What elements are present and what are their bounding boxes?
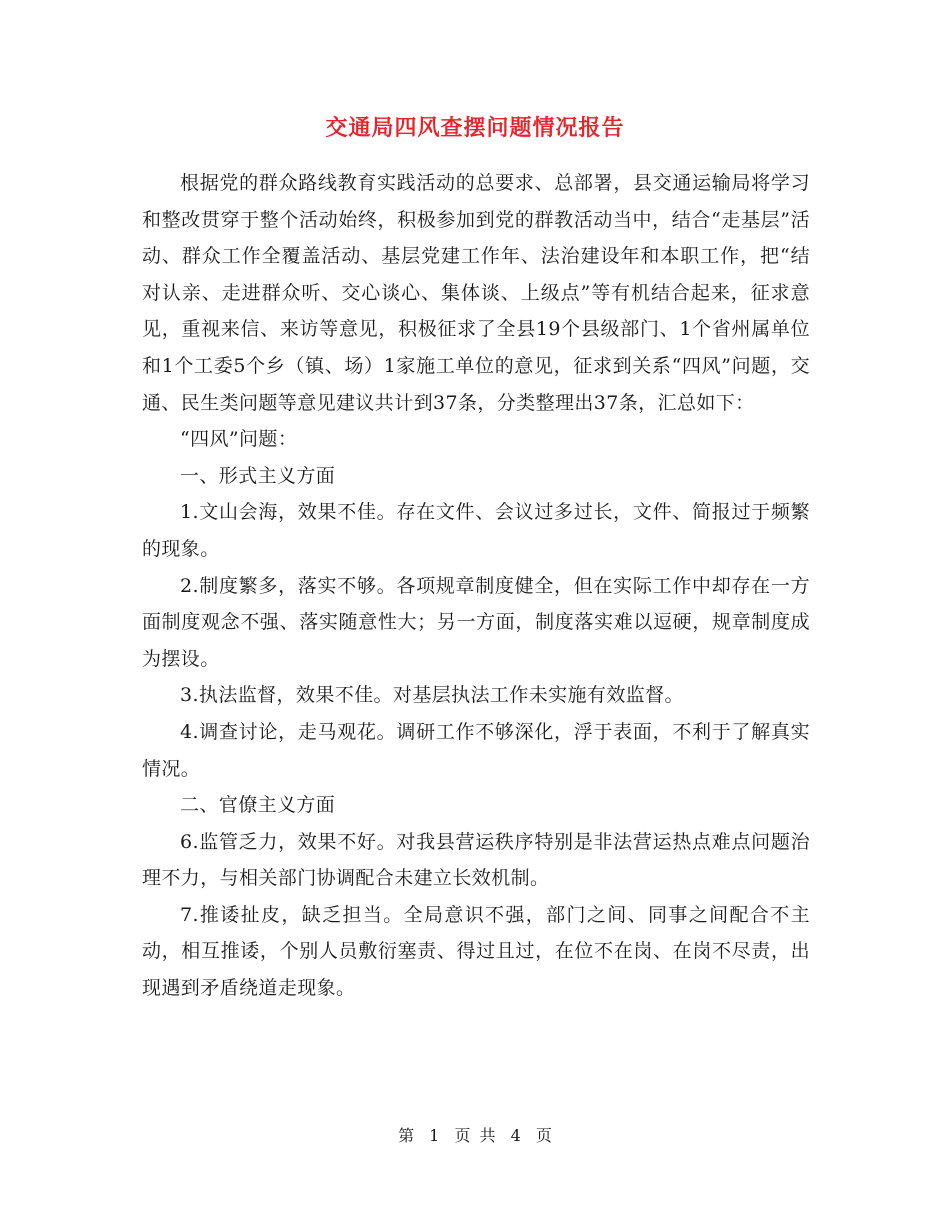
footer-suffix: 页: [535, 1126, 552, 1145]
paragraph-four-winds-heading: “四风”问题：: [180, 428, 298, 451]
footer-total-pages: 4: [510, 1126, 521, 1145]
document-body: [142, 165, 810, 1007]
footer-prefix: 第: [398, 1126, 415, 1145]
list-item: 1.文山会海，效果不佳。存在文件、会议过多过长，文件、简报过于频繁的现象。: [142, 501, 810, 560]
document-title: 交通局四风查摆问题情况报告: [325, 115, 625, 141]
page-footer: [0, 1124, 950, 1148]
list-item: 4.调查讨论，走马观花。调研工作不够深化，浮于表面，不利于了解真实情况。: [142, 720, 810, 780]
section-heading-bureaucracy: 二、官僚主义方面: [180, 794, 336, 817]
paragraph-intro: 根据党的群众路线教育实践活动的总要求、总部署，县交通运输局将学习和整改贯穿于整个活动始终，积极参加到党的群教活动当中，结合“走基层”活动、群众工作全覆盖活动、基层党建工作年、法治建设年和本职工作，把“结对认亲、走进群众听、交心谈心、集体谈、上级点”等有机结合起来，征求意见，重视来信、来访等意见，积极征求了全县19个县级部门、1个省州属单位和1个工委5个乡（镇、场）1家施工单位的意见，征求到关系“四风”问题，交通、民生类问题等意见建议共计到37条，分类整理出37条，汇总如下：: [142, 172, 810, 414]
footer-middle: 页 共: [454, 1126, 496, 1145]
list-item: 6.监管乏力，效果不好。对我县营运秩序特别是非法营运热点难点问题治理不力，与相关部门协调配合未建立长效机制。: [142, 830, 810, 890]
footer-page-number: 1: [429, 1126, 440, 1145]
list-item: 7.推诿扯皮，缺乏担当。全局意识不强，部门之间、同事之间配合不主动，相互推诿，个别人员敷衍塞责、得过且过，在位不在岗、在岗不尽责，出现遇到矛盾绕道走现象。: [142, 903, 810, 1000]
list-item: 2.制度繁多，落实不够。各项规章制度健全，但在实际工作中却存在一方面制度观念不强、落实随意性大；另一方面，制度落实难以逗硬，规章制度成为摆设。: [142, 574, 810, 670]
section-heading-formalism: 一、形式主义方面: [180, 464, 336, 487]
list-item: 3.执法监督，效果不佳。对基层执法工作未实施有效监督。: [180, 684, 684, 707]
